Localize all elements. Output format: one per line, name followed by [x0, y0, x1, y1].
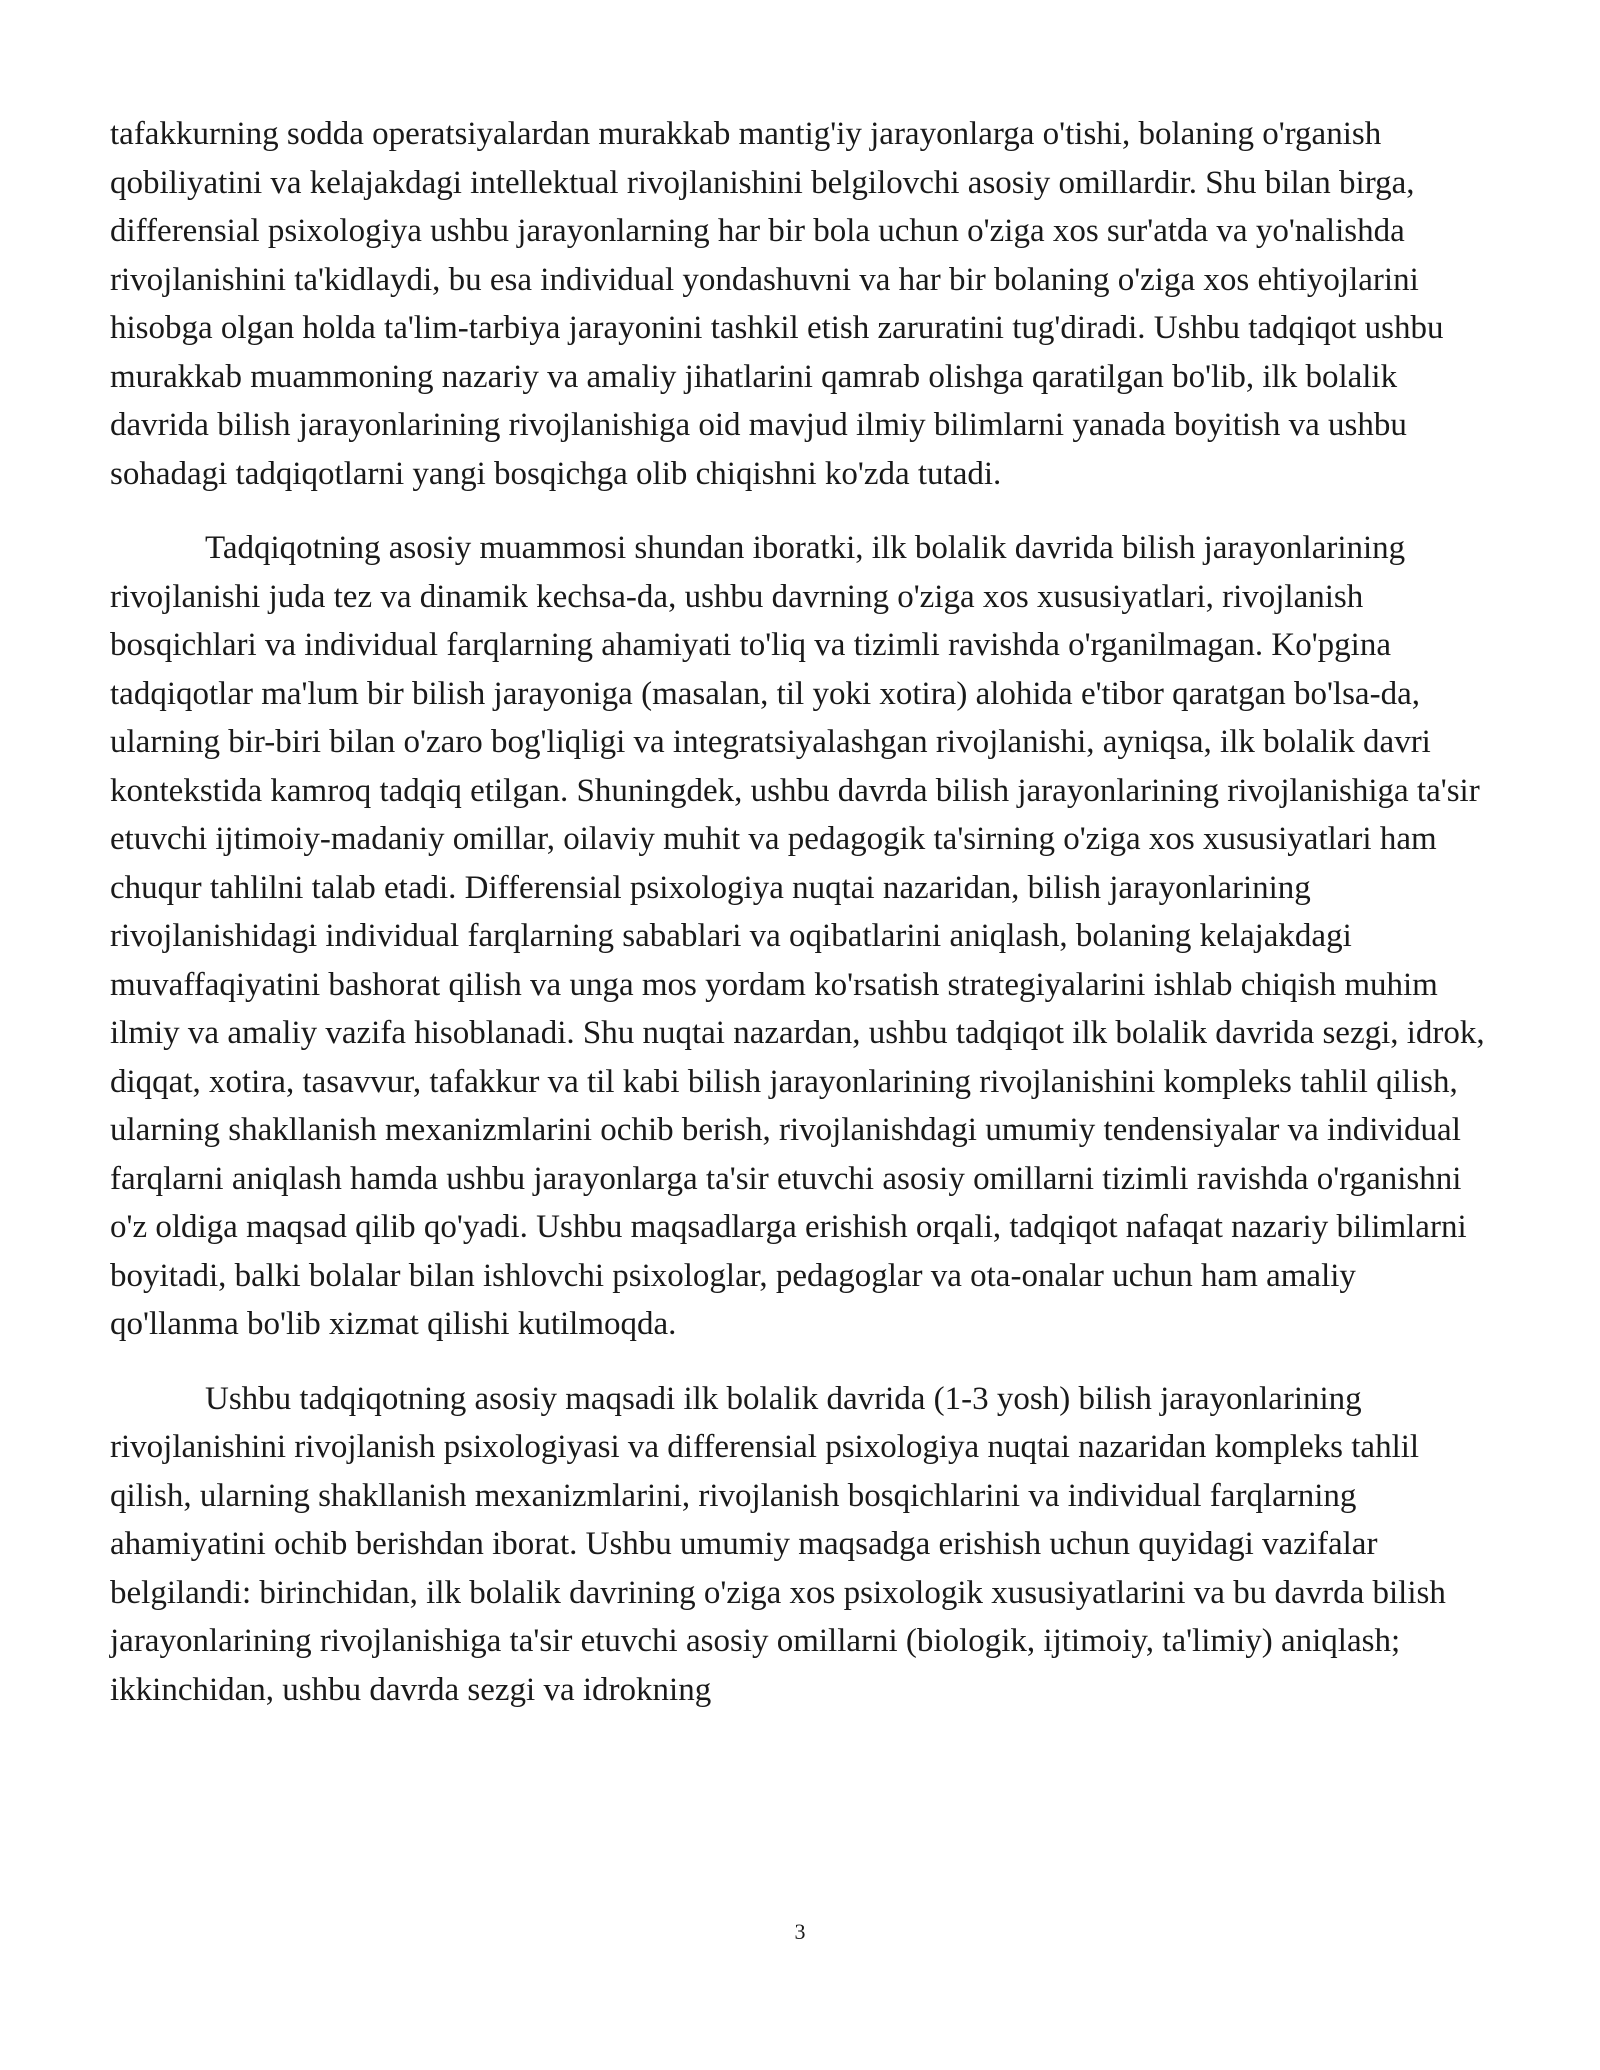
- page-number: 3: [794, 1919, 806, 1944]
- document-page: [110, 110, 1490, 1740]
- paragraph-research-problem: Tadqiqotning asosiy muammosi shundan iboratki, ilk bolalik davrida bilish jarayonlarining rivojlanishi juda tez va dinamik kechsa-da, ushbu davrning o'ziga xos xususiyatlari, rivojlanish bosqichlari va individual farqlarning ahamiyati to'liq va tizimli ravishda o'rganilmagan. Ko'pgina tadqiqotlar ma'lum bir bilish jarayoniga (masalan, til yoki xotira) alohida e'tibor qaratgan bo'lsa-da, ularning bir-biri bilan o'zaro bog'liqligi va integratsiyalashgan rivojlanishi, ayniqsa, ilk bolalik davri kontekstida kamroq tadqiq etilgan. Shuningdek, ushbu davrda bilish jarayonlarining rivojlanishiga ta'sir etuvchi ijtimoiy-madaniy omillar, oilaviy muhit va pedagogik ta'sirning o'ziga xos xususiyatlari ham chuqur tahlilni talab etadi. Differensial psixologiya nuqtai nazaridan, bilish jarayonlarining rivojlanishidagi individual farqlarning sabablari va oqibatlarini aniqlash, bolaning kelajakdagi muvaffaqiyatini bashorat qilish va unga mos yordam ko'rsatish strategiyalarini ishlab chiqish muhim ilmiy va amaliy vazifa hisoblanadi. Shu nuqtai nazardan, ushbu tadqiqot ilk bolalik davrida sezgi, idrok, diqqat, xotira, tasavvur, tafakkur va til kabi bilish jarayonlarining rivojlanishini kompleks tahlil qilish, ularning shakllanish mexanizmlarini ochib berish, rivojlanishdagi umumiy tendensiyalar va individual farqlarni aniqlash hamda ushbu jarayonlarga ta'sir etuvchi asosiy omillarni tizimli ravishda o'rganishni o'z oldiga maqsad qilib qo'yadi. Ushbu maqsadlarga erishish orqali, tadqiqot nafaqat nazariy bilimlarni boyitadi, balki bolalar bilan ishlovchi psixologlar, pedagoglar va ota-onalar uchun ham amaliy qo'llanma bo'lib xizmat qilishi kutilmoqda.: [110, 530, 1485, 1342]
- paragraph-research-goal: Ushbu tadqiqotning asosiy maqsadi ilk bolalik davrida (1-3 yosh) bilish jarayonlarining rivojlanishini rivojlanish psixologiyasi va differensial psixologiya nuqtai nazaridan kompleks tahlil qilish, ularning shakllanish mexanizmlarini, rivojlanish bosqichlarini va individual farqlarning ahamiyatini ochib berishdan iborat. Ushbu umumiy maqsadga erishish uchun quyidagi vazifalar belgilandi: birinchidan, ilk bolalik davrining o'ziga xos psixologik xususiyatlarini va bu davrda bilish jarayonlarining rivojlanishiga ta'sir etuvchi asosiy omillarni (biologik, ijtimoiy, ta'limiy) aniqlash; ikkinchidan, ushbu davrda sezgi va idrokning: [110, 1380, 1446, 1708]
- paragraph-continuation: tafakkurning sodda operatsiyalardan murakkab mantig'iy jarayonlarga o'tishi, bolaning o'rganish qobiliyatini va kelajakdagi intellektual rivojlanishini belgilovchi asosiy omillardir. Shu bilan birga, differensial psixologiya ushbu jarayonlarning har bir bola uchun o'ziga xos sur'atda va yo'nalishda rivojlanishini ta'kidlaydi, bu esa individual yondashuvni va har bir bolaning o'ziga xos ehtiyojlarini hisobga olgan holda ta'lim-tarbiya jarayonini tashkil etish zaruratini tug'diradi. Ushbu tadqiqot ushbu murakkab muammoning nazariy va amaliy jihatlarini qamrab olishga qaratilgan bo'lib, ilk bolalik davrida bilish jarayonlarining rivojlanishiga oid mavjud ilmiy bilimlarni yanada boyitish va ushbu sohadagi tadqiqotlarni yangi bosqichga olib chiqishni ko'zda tutadi.: [110, 116, 1444, 492]
